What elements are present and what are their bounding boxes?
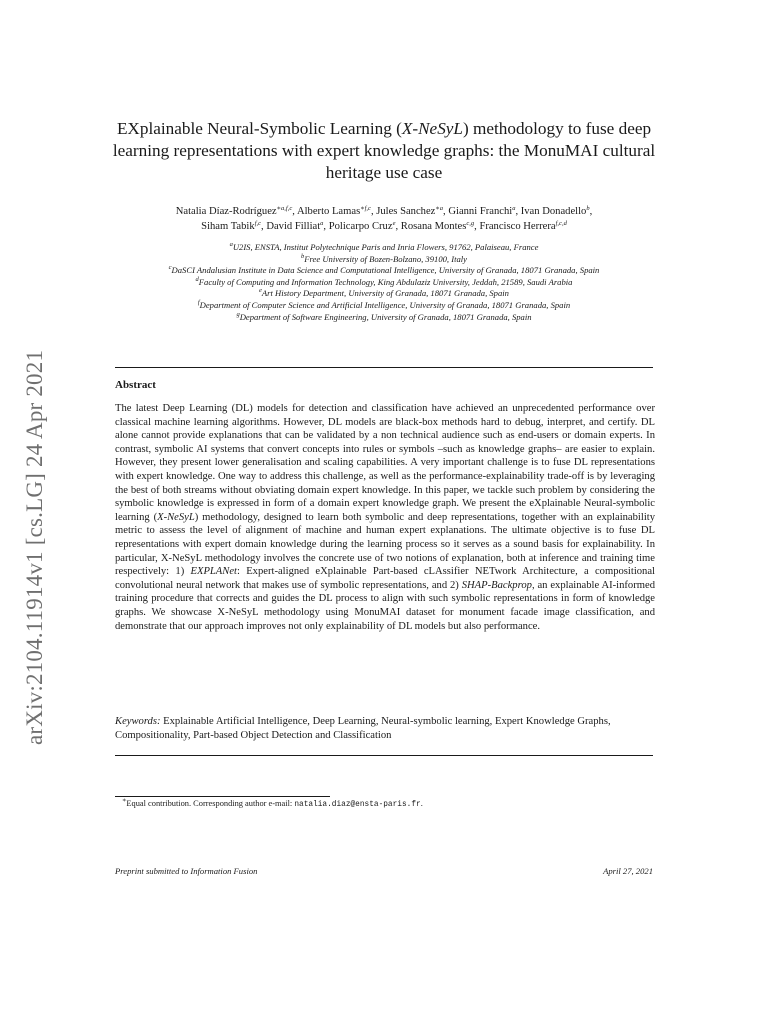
author-list [100, 204, 668, 234]
keywords-label: Keywords: [115, 716, 161, 727]
footnote-rule [115, 796, 330, 797]
title-part-1: EXplainable Neural-Symbolic Learning ( [116, 119, 402, 138]
affiliation-list [100, 242, 668, 323]
author: Jules Sanchez$^{∗a}$, [376, 205, 449, 217]
abstract-heading: Abstract [115, 379, 156, 391]
affiliation: $^g$Department of Software Engineering, University of Granada, 18071 Granada, Spain [236, 310, 532, 322]
affiliation: $^f$Department of Computer Science and Artificial Intelligence, University of Granada, 18071 Granada, Spain [197, 298, 571, 310]
title-acronym: X-NeSyL [401, 119, 463, 138]
abstract-text: The latest Deep Learning (DL) models for detection and classification have achieved an unprecedented performance over classical machine learning algorithms. However, DL models are black-box methods hard to debug, interpret, and certify. DL alone cannot provide explanations that can be validated by a non technical audience such as end-users or domain experts. In contrast, symbolic AI systems that convert concepts into rules or symbols –such as knowledge graphs– are easier to explain. However, they present lower generalisation and scaling capabilities. A very important challenge is to fuse DL representations with expert knowledge. One way to address this challenge, as well as the performance-explainability trade-off is by leveraging the best of both streams without obviating domain expert knowledge. In this paper, we tackle such problem by considering the symbolic knowledge is expressed in form of a domain expert knowledge graph. We present the eXplainable Neural-symbolic learning (X-NeSyL) methodology, designed to learn both symbolic and deep representations, together with an explainability metric to assess the level of alignment of machine and human expert explanations. The ultimate objective is to fuse DL representations with expert domain knowledge during the learning process so it serves as a sound basis for explainability. In particular, X-NeSyL methodology involves the concrete use of two notions of explanation, both at inference and training time respectively: 1) EXPLANet: Expert-aligned eXplainable Part-based cLAssifier NETwork Architecture, a compositional convolutional neural network that makes use of symbolic representations, and 2) SHAP-Backprop, an explainable AI-informed training procedure that corrects and guides the DL process to align with such symbolic representations in form of knowledge graphs. We showcase X-NeSyL methodology using MonuMAI dataset for monument facade image classification, and demonstrate that our approach improves not only explainability of DL models but also performance. [115, 403, 655, 632]
author: Policarpo Cruz$^e$, [328, 220, 401, 232]
keywords [115, 715, 655, 743]
author: Rosana Montes$^{c,g}$, [400, 220, 480, 232]
affiliation: $^b$Free University of Bozen-Bolzano, 39100, Italy [301, 252, 467, 264]
abstract-top-rule [115, 367, 653, 368]
title-part-2: ) methodology to fuse deep learning representations with expert knowledge graphs: the MonuMAI cultural heritage use case [112, 119, 656, 182]
affiliation: $^e$Art History Department, University of Granada, 18071 Granada, Spain [259, 287, 509, 299]
footer-date: April 27, 2021 [603, 866, 653, 876]
author: Francisco Herrera$^{f,c,d}$ [479, 220, 567, 232]
author: Ivan Donadello$^b$, [520, 205, 593, 217]
author: Siham Tabik$^{f,c}$, [201, 220, 267, 232]
affiliation: $^c$DaSCI Andalusian Institute in Data Science and Computational Intelligence, University of Granada, 18071 Granada, Spain [168, 264, 600, 276]
author: Gianni Franchi$^a$, [448, 205, 521, 217]
keywords-text: Explainable Artificial Intelligence, Deep Learning, Neural-symbolic learning, Expert Knowledge Graphs, Compositionality, Part-based Object Detection and Classification [115, 716, 611, 741]
author-email-link[interactable]: natalia.diaz@ensta-paris.fr [294, 801, 421, 809]
author: Alberto Lamas$^{∗f,c}$, [296, 205, 377, 217]
author: David Filliat$^a$, [266, 220, 329, 232]
footnote: ∗Equal contribution. Corresponding author e-mail: natalia.diaz@ensta-paris.fr. [122, 797, 423, 809]
footer-preprint-note: Preprint submitted to Information Fusion [115, 866, 258, 876]
arxiv-identifier-stamp: arXiv:2104.11914v1 [cs.LG] 24 Apr 2021 [22, 349, 47, 745]
affiliation: $^a$U2IS, ENSTA, Institut Polytechnique Paris and Inria Flowers, 91762, Palaiseau, France [229, 241, 539, 252]
paper-title [100, 118, 668, 184]
abstract-bottom-rule [115, 755, 653, 756]
affiliation: $^d$Faculty of Computing and Information Technology, King Abdulaziz University, Jeddah, 21589, Saudi Arabia [195, 275, 573, 287]
author: Natalia Díaz-Rodríguez$^{∗a,f,c}$, [175, 205, 297, 217]
